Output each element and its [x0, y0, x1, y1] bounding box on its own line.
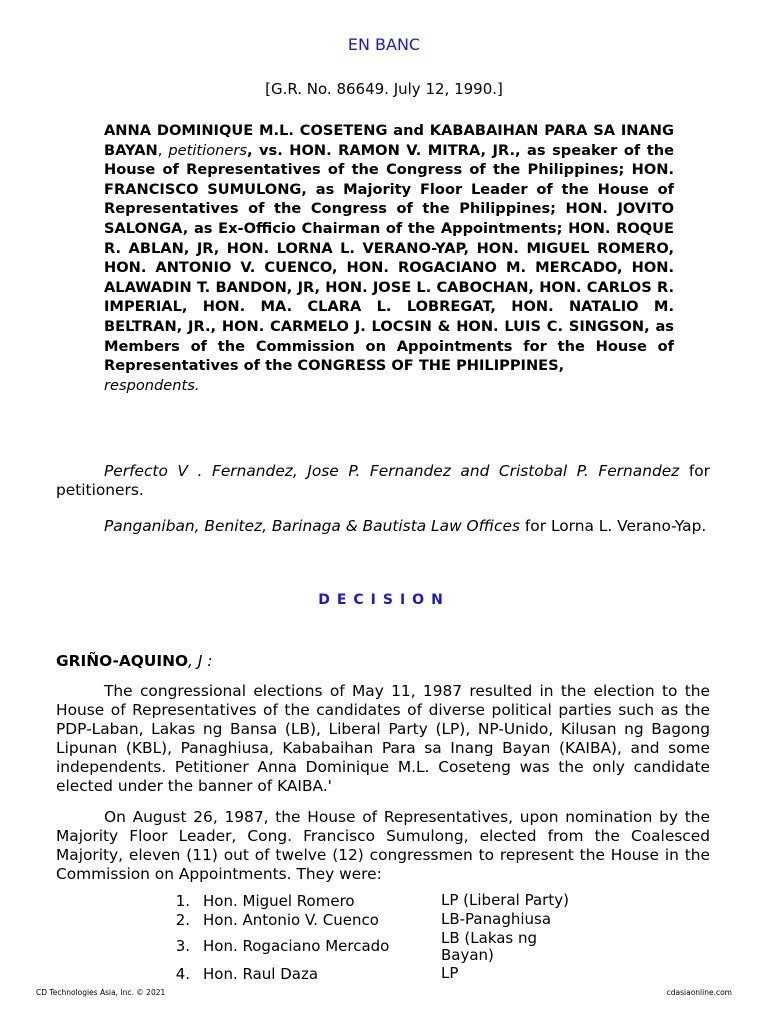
petitioners-separator: , — [157, 141, 169, 159]
member-number: 3. — [175, 937, 190, 955]
counsel-petitioners — [56, 462, 710, 500]
footer-copyright: CD Technologies Asia, Inc. © 2021 — [36, 988, 166, 997]
respondents-label: respondents. — [104, 376, 200, 394]
body-paragraph: On August 26, 1987, the House of Representatives, upon nomination by the Majority Floor Leader, Cong. Francisco Sumulong, elected from the Coalesced Majority, eleven (11) out of twelve (12) congressmen to represent the House in the Commission on Appointments. They were: — [56, 808, 710, 883]
ponente-name: GRIÑO-AQUINO — [56, 652, 189, 670]
ponente-title: , J : — [188, 652, 213, 670]
member-name: Hon. Antonio V. Cuenco — [203, 911, 379, 929]
ponente — [56, 652, 212, 670]
petitioners-names: ANNA DOMINIQUE M.L. COSETENG and KABABAIHAN PARA SA INANG BAYAN — [104, 122, 674, 159]
footer-site: cdasiaonline.com — [666, 988, 732, 997]
case-parties — [104, 121, 674, 395]
member-party: LB-Panaghiusa — [441, 910, 552, 928]
member-name: Hon. Raul Daza — [203, 965, 319, 983]
member-name: Hon. Miguel Romero — [203, 892, 355, 910]
court-division: EN BANC — [347, 35, 421, 54]
member-party: LP (Liberal Party) — [441, 891, 569, 909]
body-paragraph: The congressional elections of May 11, 1987 resulted in the election to the House of Representatives of the candidates of diverse political parties such as the PDP-Laban, Lakas ng Bansa (LB), Liberal Party (LP), NP-Unido, Kilusan ng Bagong Lipunan (KBL), Panaghiusa, Kababaihan Para sa Inang Bayan (KAIBA), and some independents. Petitioner Anna Dominique M.L. Coseteng was the only candidate elected under the banner of KAIBA.' — [56, 682, 710, 795]
member-party: LP — [441, 964, 459, 982]
counsel-names: Panganiban, Benitez, Barinaga & Bautista Law Offices — [104, 517, 520, 535]
member-number: 2. — [175, 911, 190, 929]
counsel-role: for Lorna L. Verano-Yap. — [520, 517, 707, 535]
member-name: Hon. Rogaciano Mercado — [203, 937, 390, 955]
respondents-names: , vs. HON. RAMON V. MITRA, JR., as speaker of the House of Representatives of the Congress of the Philippines; HON. FRANCISCO SUMULONG, as Majority Floor Leader of the House of Representatives of the Congress of the Philippines; HON. JOVITO SALONGA, as Ex-Officio Chairman of the Appointments; HON. ROQUE R. ABLAN, JR, HON. LORNA L. VERANO-YAP, HON. MIGUEL ROMERO, HON. ANTONIO V. CUENCO, HON. ROGACIANO M. MERCADO, HON. ALAWADIN T. BANDON, JR, HON. JOSE L. CABOCHAN, HON. CARLOS R. IMPERIAL, HON. MA. CLARA L. LOBREGAT, HON. NATALIO M. BELTRAN, JR., HON. CARMELO J. LOCSIN & HON. LUIS C. SINGSON, as Members of the Commission on Appointments for the House of Representatives of the CONGRESS OF THE PHILIPPINES, — [104, 141, 675, 375]
member-party: LB (Lakas ng Bayan) — [441, 929, 538, 964]
counsel-names: Perfecto V . Fernandez, Jose P. Fernandez and Cristobal P. Fernandez — [104, 462, 680, 480]
counsel-role: for petitioners. — [56, 462, 710, 499]
case-number: [G.R. No. 86649. July 12, 1990.] — [265, 80, 503, 98]
decision-heading: DECISION — [318, 592, 450, 608]
member-number: 4. — [175, 965, 190, 983]
counsel-respondent — [56, 517, 710, 536]
member-number: 1. — [175, 892, 190, 910]
petitioners-label: petitioners — [168, 141, 247, 159]
